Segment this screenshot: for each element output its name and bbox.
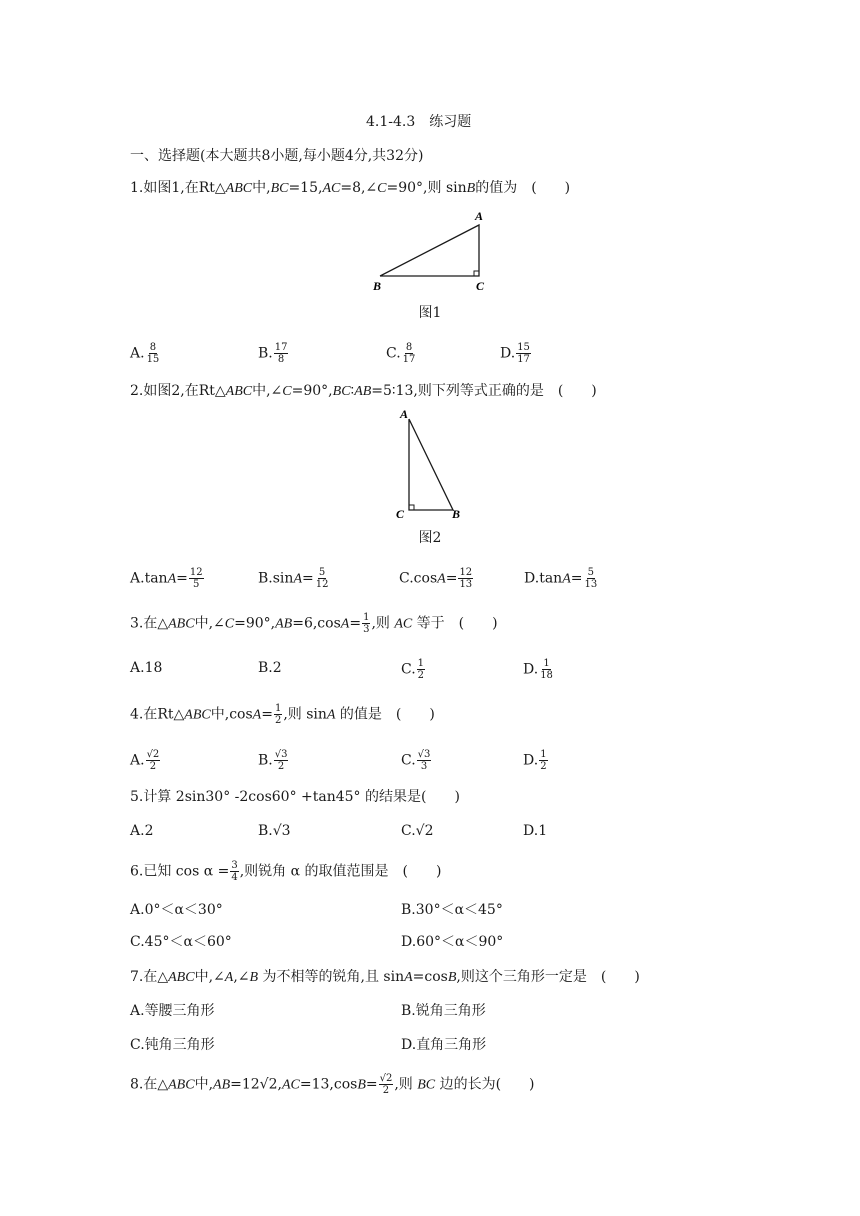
question-7-option-a[interactable]: A.等腰三角形 (130, 1003, 215, 1019)
question-8-stem: 8.在△ABC中,AB=12√2,AC=13,cosB= $\frac{√2}{2}$ ,则 BC 边的长为( ) (130, 1073, 535, 1096)
question-4-option-c[interactable]: C. $\frac{√3}{3}$ (401, 749, 431, 772)
figure-1-caption: 图1 (418, 305, 442, 321)
question-4-option-a[interactable]: A. $\frac{√2}{2}$ (130, 749, 160, 772)
question-3-option-a[interactable]: A.18 (130, 660, 163, 676)
question-4-option-b[interactable]: B. $\frac{√3}{2}$ (258, 749, 288, 772)
question-1-option-d[interactable]: D. $\frac{15}{17}$ (500, 342, 530, 365)
figure-2-triangle (394, 404, 466, 524)
question-4-stem: 4.在Rt△ABC中,cosA= $\frac{1}{2}$ ,则 sinA 的值是 ( ) (130, 703, 435, 726)
question-7-option-c[interactable]: C.钝角三角形 (130, 1037, 215, 1053)
question-3-option-d[interactable]: D. $\frac{1}{18}$ (523, 658, 553, 681)
question-2-stem: 2.如图2,在Rt△ABC中,∠C=90°,BC∶AB=5∶13,则下列等式正确的是 ( ) (130, 383, 597, 399)
figure-1-label-c: C (476, 279, 485, 293)
question-1-option-b[interactable]: B. $\frac{17}{8}$ (258, 342, 288, 365)
question-7-option-b[interactable]: B.锐角三角形 (401, 1003, 486, 1019)
question-6-option-c[interactable]: C.45°＜α＜60° (130, 934, 232, 950)
question-3-option-b[interactable]: B.2 (258, 660, 282, 676)
section-heading: 一、选择题(本大题共8小题,每小题4分,共32分) (130, 148, 424, 164)
question-6-stem: 6.已知 cos α = $\frac{3}{4}$ ,则锐角 α 的取值范围是 ( ) (130, 860, 442, 883)
question-7-stem: 7.在△ABC中,∠A,∠B 为不相等的锐角,且 sinA=cosB,则这个三角形一定是 ( ) (130, 969, 640, 985)
question-3-stem: 3.在△ABC中,∠C=90°,AB=6,cosA= $\frac{1}{3}$ ,则 AC 等于 ( ) (130, 612, 498, 635)
question-5-option-b[interactable]: B.√3 (258, 823, 291, 839)
question-3-option-c[interactable]: C. $\frac{1}{2}$ (401, 658, 425, 681)
question-6-option-b[interactable]: B.30°＜α＜45° (401, 902, 503, 918)
question-4-option-d[interactable]: D. $\frac{1}{2}$ (523, 749, 547, 772)
question-1-option-c[interactable]: C. $\frac{8}{17}$ (386, 342, 416, 365)
question-7-option-d[interactable]: D.直角三角形 (401, 1037, 487, 1053)
question-1-stem: 1.如图1,在Rt△ABC中,BC=15,AC=8,∠C=90°,则 sinB的值为 ( ) (130, 180, 571, 196)
figure-2-label-a: A (400, 407, 409, 421)
question-6-option-a[interactable]: A.0°＜α＜30° (130, 902, 223, 918)
figure-2-caption: 图2 (418, 530, 442, 546)
question-5-option-c[interactable]: C.√2 (401, 823, 434, 839)
figure-2-label-c: C (396, 507, 405, 521)
question-1-option-a[interactable]: A. $\frac{8}{15}$ (130, 342, 160, 365)
question-2-option-b[interactable]: B.sinA= $\frac{5}{12}$ (258, 567, 329, 590)
question-5-option-a[interactable]: A.2 (130, 823, 154, 839)
question-2-option-d[interactable]: D.tanA= $\frac{5}{13}$ (524, 567, 598, 590)
question-6-option-d[interactable]: D.60°＜α＜90° (401, 934, 504, 950)
question-5-stem: 5.计算 2sin30° -2cos60° +tan45° 的结果是( ) (130, 789, 460, 805)
question-5-option-d[interactable]: D.1 (523, 823, 548, 839)
figure-2-label-b: B (452, 507, 461, 521)
page-title: 4.1-4.3 练习题 (366, 114, 472, 130)
question-2-option-c[interactable]: C.cosA= $\frac{12}{13}$ (399, 567, 473, 590)
figure-1-label-a: A (475, 209, 484, 223)
figure-1-triangle (368, 206, 492, 294)
question-2-option-a[interactable]: A.tanA= $\frac{12}{5}$ (130, 567, 203, 590)
figure-1-label-b: B (373, 279, 382, 293)
